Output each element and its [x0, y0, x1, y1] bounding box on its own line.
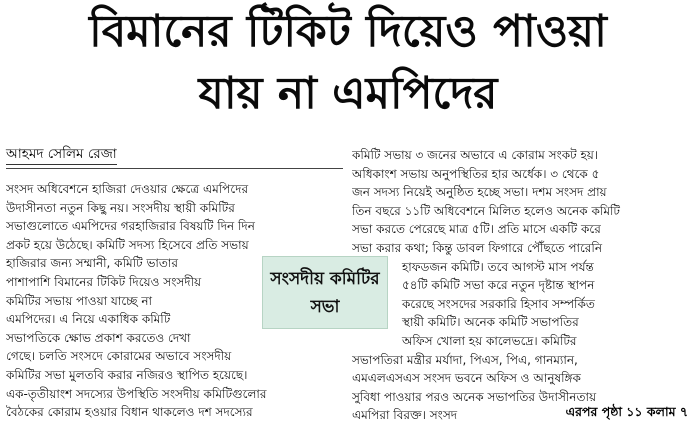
body-line: এমপিরা বিরক্ত। সংসদ — [352, 408, 458, 423]
body-line: সভা করতে পেরেছে মাত্র ৫টি। প্রতি মাসে একটি করে — [352, 222, 601, 237]
body-line: কমিটির সভা মুলতবি করার নজিরও স্থাপিত হয়েছে। — [6, 367, 248, 382]
headline-line-2: যায় না এমপিদের — [198, 68, 498, 119]
body-line: পাশাপাশি বিমানের টিকিট দিয়েও সংসদীয় — [6, 274, 202, 289]
continued-on-page-note: এরপর পৃষ্ঠা ১১ কলাম ৭ — [565, 404, 688, 419]
body-line: এক-তৃতীয়াংশ সদস্যের উপস্থিতি সংসদীয় কমিটিগুলোর — [6, 386, 267, 401]
body-line: প্রকট হয়ে উঠেছে। কমিটি সদস্য হিসেবে প্রতি সভায় — [6, 237, 249, 252]
pullquote-text: সংসদীয় কমিটির সভা — [270, 268, 380, 317]
byline: আহমদ সেলিম রেজা — [6, 145, 117, 165]
body-line: বৈঠকের কোরাম হওয়ার বিধান থাকলেও দশ সদস্যের — [6, 405, 253, 420]
headline-line-1: বিমানের টিকিট দিয়েও পাওয়া — [89, 6, 607, 57]
body-line: হাফডজন কমিটি। তবে আগস্ট মাস পর্যন্ত — [402, 259, 594, 274]
right-column — [352, 146, 690, 425]
body-line: সংসদ অধিবেশনে হাজিরা দেওয়ার ক্ষেত্রে এমপিদের — [6, 182, 249, 196]
byline-divider — [6, 168, 343, 169]
body-line: স্থায়ী কমিটি। অনেক কমিটি সভাপতির — [402, 315, 579, 330]
body-line: কমিটি সভায় ৩ জনের অভাবে এ কোরাম সংকট হয়। — [352, 148, 599, 162]
body-line: সুবিধা পাওয়ার পরও অনেক সভাপতির উদাসীনতায় — [352, 389, 597, 404]
body-line: এমপিদের। এ নিয়ে একাধিক কমিটি — [6, 312, 171, 327]
body-line: গেছে। চলতি সংসদে কোরামের অভাবে সংসদীয় — [6, 349, 232, 364]
body-line: সভা করার কথা; কিন্তু ডাবল ফিগারে পৌঁছতে পারেনি — [352, 240, 603, 255]
body-line: সভাপতিকে ক্ষোভ প্রকাশ করতেও দেখা — [6, 330, 191, 345]
body-line: অধিকাংশ সভায় অনুপস্থিতির হার অর্ধেক। ৩ থেকে ৫ — [352, 166, 600, 181]
body-line: কমিটির সভায় পাওয়া যাচ্ছে না — [6, 293, 152, 308]
pullquote-box — [262, 256, 388, 329]
body-line: অফিস খোলা হয় কালেভদ্রে। কমিটির — [402, 333, 577, 348]
body-line: সভাগুলোতে এমপিদের গরহাজিরার বিষয়টি দিন দিন — [6, 219, 255, 234]
body-line: জন সদস্য নিয়েই অনুষ্ঠিত হচ্ছে সভা। দশম সংসদ প্রায় — [352, 185, 607, 200]
body-line: এমএলএসএস সংসদ ভবনে অফিস ও আনুষঙ্গিক — [352, 371, 581, 386]
body-line: করেছে সংসদের সরকারি হিসাব সম্পর্কিত — [402, 296, 595, 311]
body-line: তিন বছরে ১১টি অধিবেশনে মিলিত হলেও অনেক কমিটি — [352, 203, 620, 218]
body-line: সভাপতিরা মন্ত্রীর মর্যাদা, পিএস, পিএ, গানম্যান, — [352, 352, 578, 367]
body-line: হাজিরার জন্য সম্মানী, কমিটি ভাতার — [6, 256, 178, 271]
body-line: ৫৪টি কমিটি সভা করে নতুন দৃষ্টান্ত স্থাপন — [402, 278, 595, 293]
body-line: উদাসীনতা নতুন কিছু নয়। সংসদীয় স্থায়ী কমিটির — [6, 200, 235, 215]
